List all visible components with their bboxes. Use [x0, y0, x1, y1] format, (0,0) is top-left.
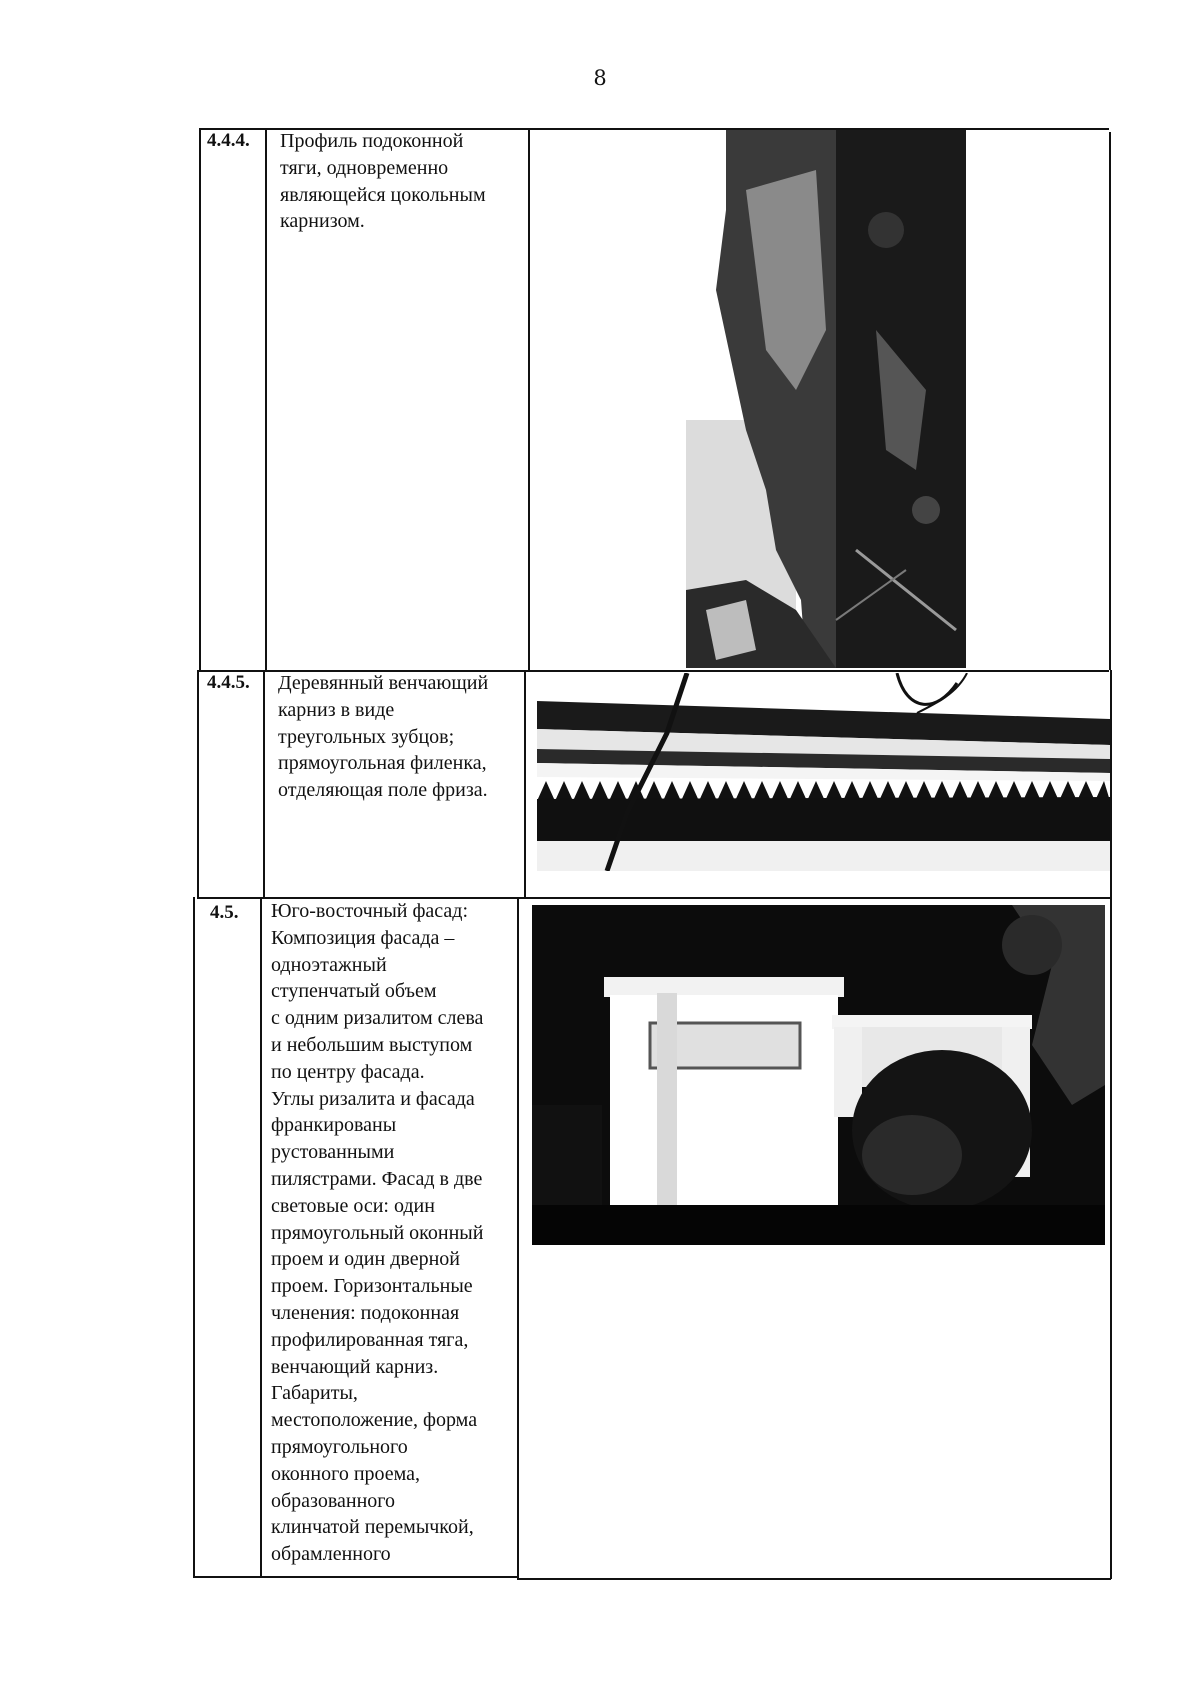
row-number: 4.4.4.	[207, 130, 250, 151]
row-number: 4.4.5.	[207, 672, 250, 693]
row-number: 4.5.	[210, 902, 239, 923]
row-description: Юго-восточный фасад: Композиция фасада – одноэтажный ступенчатый объем с одним ризалитом слева и небольшим выступом по центру фасада. Углы ризалита и фасада франкированы рустованными пилястрами. Фасад в две световые оси: один прямоугольный оконный проем и один дверной проем. Горизонтальные членения: подоконная профилированная тяга, венчающий карниз. Габариты, местоположение, форма прямоугольного оконного проема, образованного клинчатой перемычкой, обрамленного	[271, 900, 484, 1566]
photo-window-sill-cornice	[686, 130, 966, 668]
photo-dentil-cornice	[537, 673, 1110, 871]
row-description: Профиль подоконной тяги, одновременно являющейся цокольным карнизом.	[280, 130, 486, 233]
row-description: Деревянный венчающий карниз в виде треугольных зубцов; прямоугольная филенка, отделяющая поле фриза.	[278, 672, 489, 802]
page-number: 8	[593, 66, 607, 90]
photo-southeast-facade	[532, 905, 1105, 1245]
